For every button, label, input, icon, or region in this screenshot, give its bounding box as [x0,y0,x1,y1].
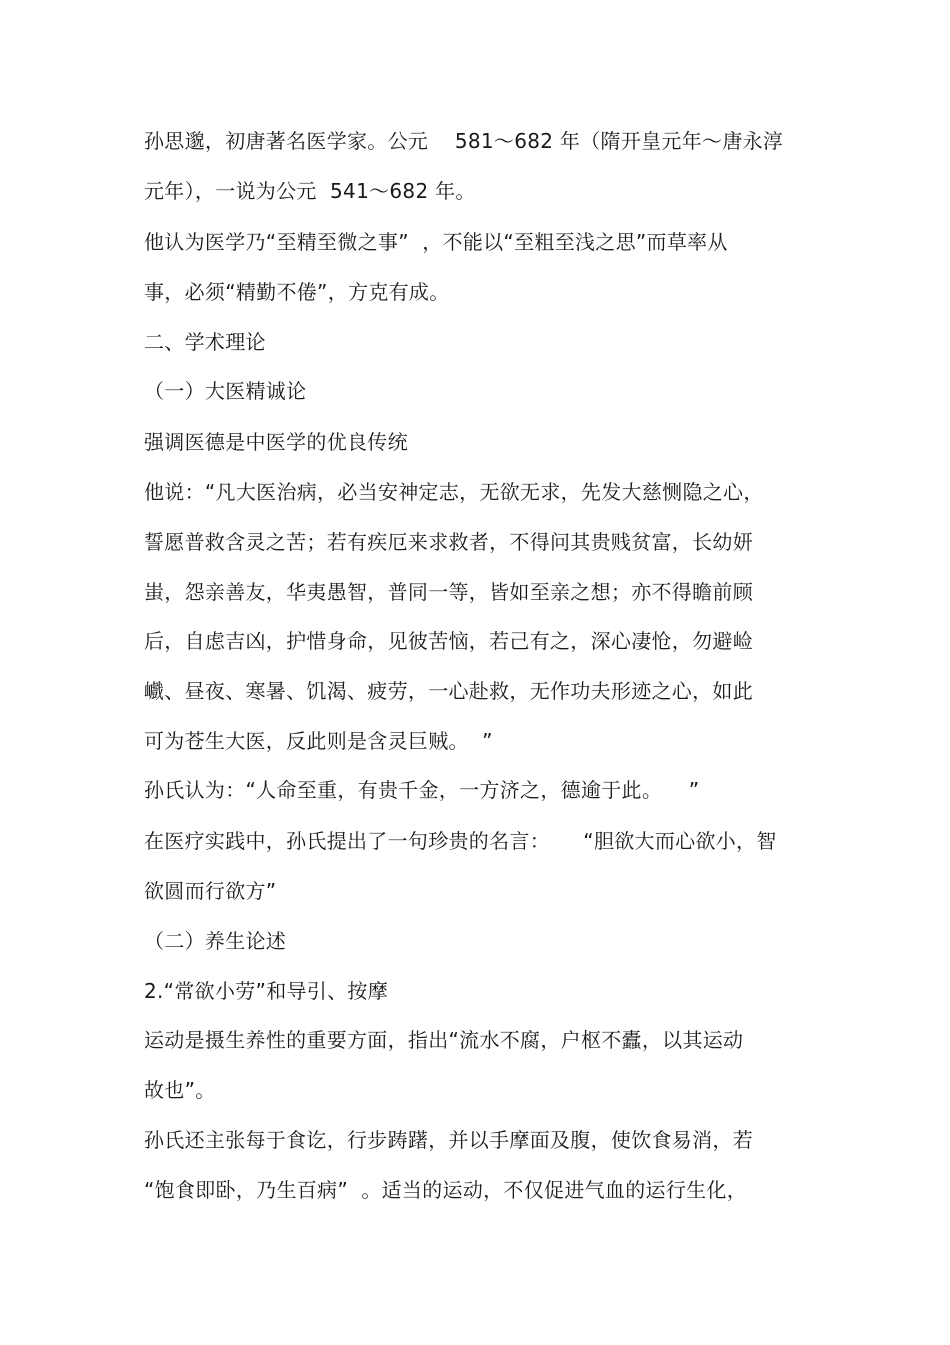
text-line: 他说：“凡大医治病，必当安神定志，无欲无求，先发大慈恻隐之心， [144,480,764,504]
text-line: 在医疗实践中，孙氏提出了一句珍贵的名言： “胆欲大而心欲小，智 [144,829,777,853]
text-line: 可为苍生大医，反此则是含灵巨贼。 ” [144,729,493,753]
text-line: 后，自虑吉凶，护惜身命，见彼苦恼，若己有之，深心凄怆，勿避崄 [144,629,753,653]
text-line: 蚩，怨亲善友，华夷愚智，普同一等，皆如至亲之想；亦不得瞻前顾 [144,580,753,604]
text-line: 元年），一说为公元 541～682 年。 [144,179,476,203]
text-line: 孙氏还主张每于食讫，行步踌躇，并以手摩面及腹，使饮食易消，若 [144,1128,753,1152]
text-line: 巇、昼夜、寒暑、饥渴、疲劳，一心赴救，无作功夫形迹之心，如此 [144,679,753,703]
subsection-heading: （一）大医精诚论 [144,379,307,403]
text-line: “饱食即卧，乃生百病” 。适当的运动，不仅促进气血的运行生化， [144,1178,748,1202]
text-line: 故也”。 [144,1078,216,1102]
text-line: 孙氏认为：“人命至重，有贵千金，一方济之，德逾于此。 ” [144,778,700,802]
text-line: 他认为医学乃“至精至微之事” ，不能以“至粗至浅之思”而草率从 [144,230,728,254]
item-heading: 2.“常欲小劳”和导引、按摩 [144,979,389,1003]
section-heading: 二、学术理论 [144,330,266,354]
text-line: 孙思邈，初唐著名医学家。公元 581～682 年（隋开皇元年～唐永淳 [144,129,784,153]
text-line: 誓愿普救含灵之苦；若有疾厄来求救者，不得问其贵贱贫富，长幼妍 [144,530,753,554]
text-line: 强调医德是中医学的优良传统 [144,430,408,454]
text-line: 欲圆而行欲方” [144,879,277,903]
subsection-heading: （二）养生论述 [144,929,287,953]
text-line: 运动是摄生养性的重要方面，指出“流水不腐，户枢不蠹，以其运动 [144,1028,744,1052]
text-line: 事，必须“精勤不倦”，方克有成。 [144,280,450,304]
